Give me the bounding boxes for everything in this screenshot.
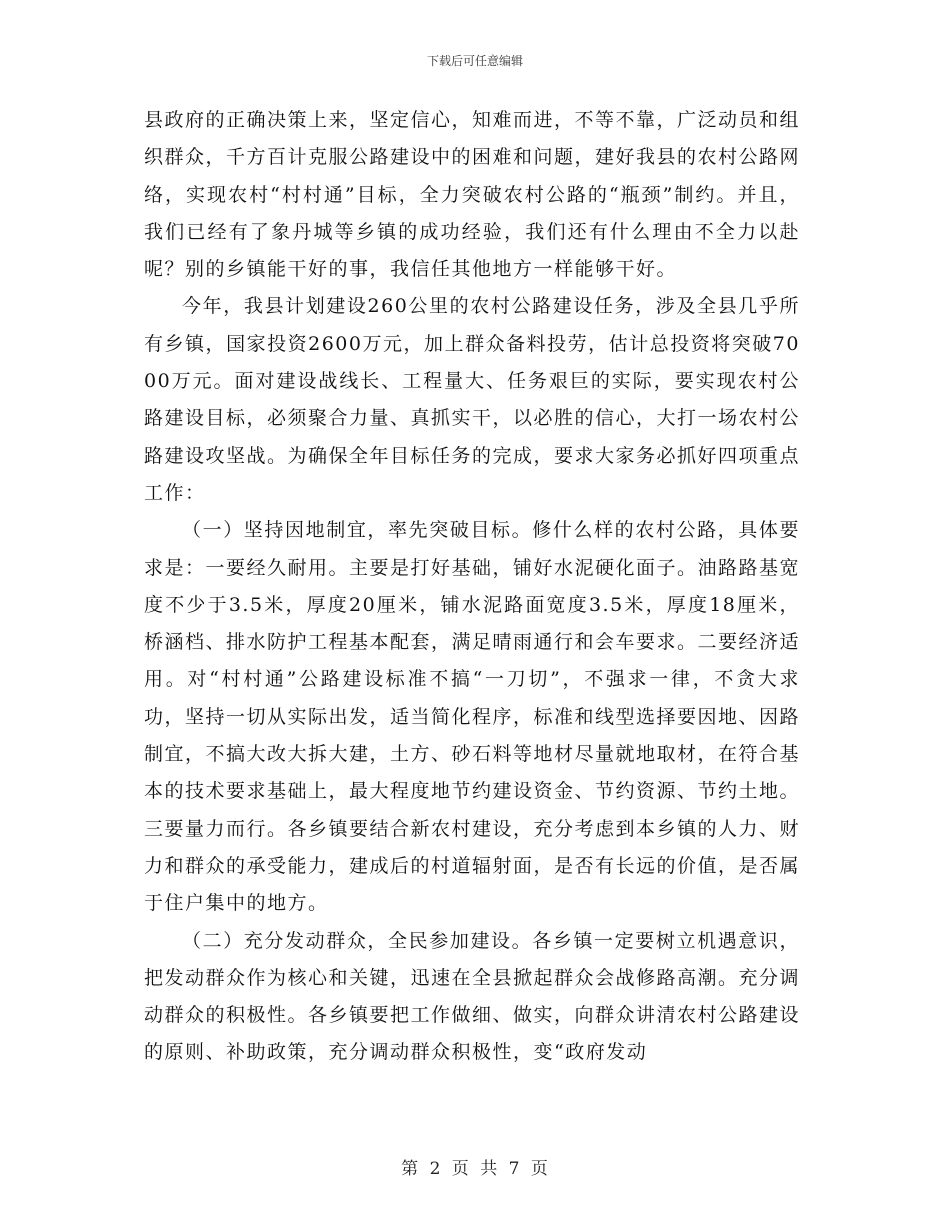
document-body [144,102,800,1072]
page-footer: 第 2 页 共 7 页 [401,1159,549,1179]
paragraph-section-two: （二）充分发动群众，全民参加建设。各乡镇一定要树立机遇意识，把发动群众作为核心和关键，迅速在全县掀起群众会战修路高潮。充分调动群众的积极性。各乡镇要把工作做细、做实，向群众讲清农村公路建设的原则、补助政策，充分调动群众积极性，变“政府发动 [144,929,801,1064]
paragraph-plan-overview: 今年，我县计划建设260公里的农村公路建设任务，涉及全县几乎所有乡镇，国家投资2600万元，加上群众备料投劳，估计总投资将突破7000万元。面对建设战线长、工程量大、任务艰巨的实际，要实现农村公路建设目标，必须聚合力量、真抓实干，以必胜的信心，大打一场农村公路建设攻坚战。为确保全年目标任务的完成，要求大家务必抓好四项重点工作： [144,295,801,504]
page-header: 下载后可任意编辑 [426,54,523,68]
paragraph-continuation: 县政府的正确决策上来，坚定信心，知难而进，不等不靠，广泛动员和组织群众，千方百计克服公路建设中的困难和问题，建好我县的农村公路网络，实现农村“村村通”目标，全力突破农村公路的“瓶颈”制约。并且，我们已经有了象丹城等乡镇的成功经验，我们还有什么理由不全力以赴呢？别的乡镇能干好的事，我信任其他地方一样能够干好。 [144,109,801,281]
paragraph-section-one: （一）坚持因地制宜，率先突破目标。修什么样的农村公路，具体要求是：一要经久耐用。主要是打好基础，铺好水泥硬化面子。油路路基宽度不少于3.5米，厚度20厘米，铺水泥路面宽度3.5米，厚度18厘米，桥涵档、排水防护工程基本配套，满足晴雨通行和会车要求。二要经济适用。对“村村通”公路建设标准不搞“一刀切”，不强求一律，不贪大求功，坚持一切从实际出发，适当简化程序，标准和线型选择要因地、因路制宜，不搞大改大拆大建，土方、砂石料等地材尽量就地取材，在符合基本的技术要求基础上，最大程度地节约建设资金、节约资源、节约土地。三要量力而行。各乡镇要结合新农村建设，充分考虑到本乡镇的人力、财力和群众的承受能力，建成后的村道辐射面，是否有长远的价值，是否属于住户集中的地方。 [144,519,801,915]
